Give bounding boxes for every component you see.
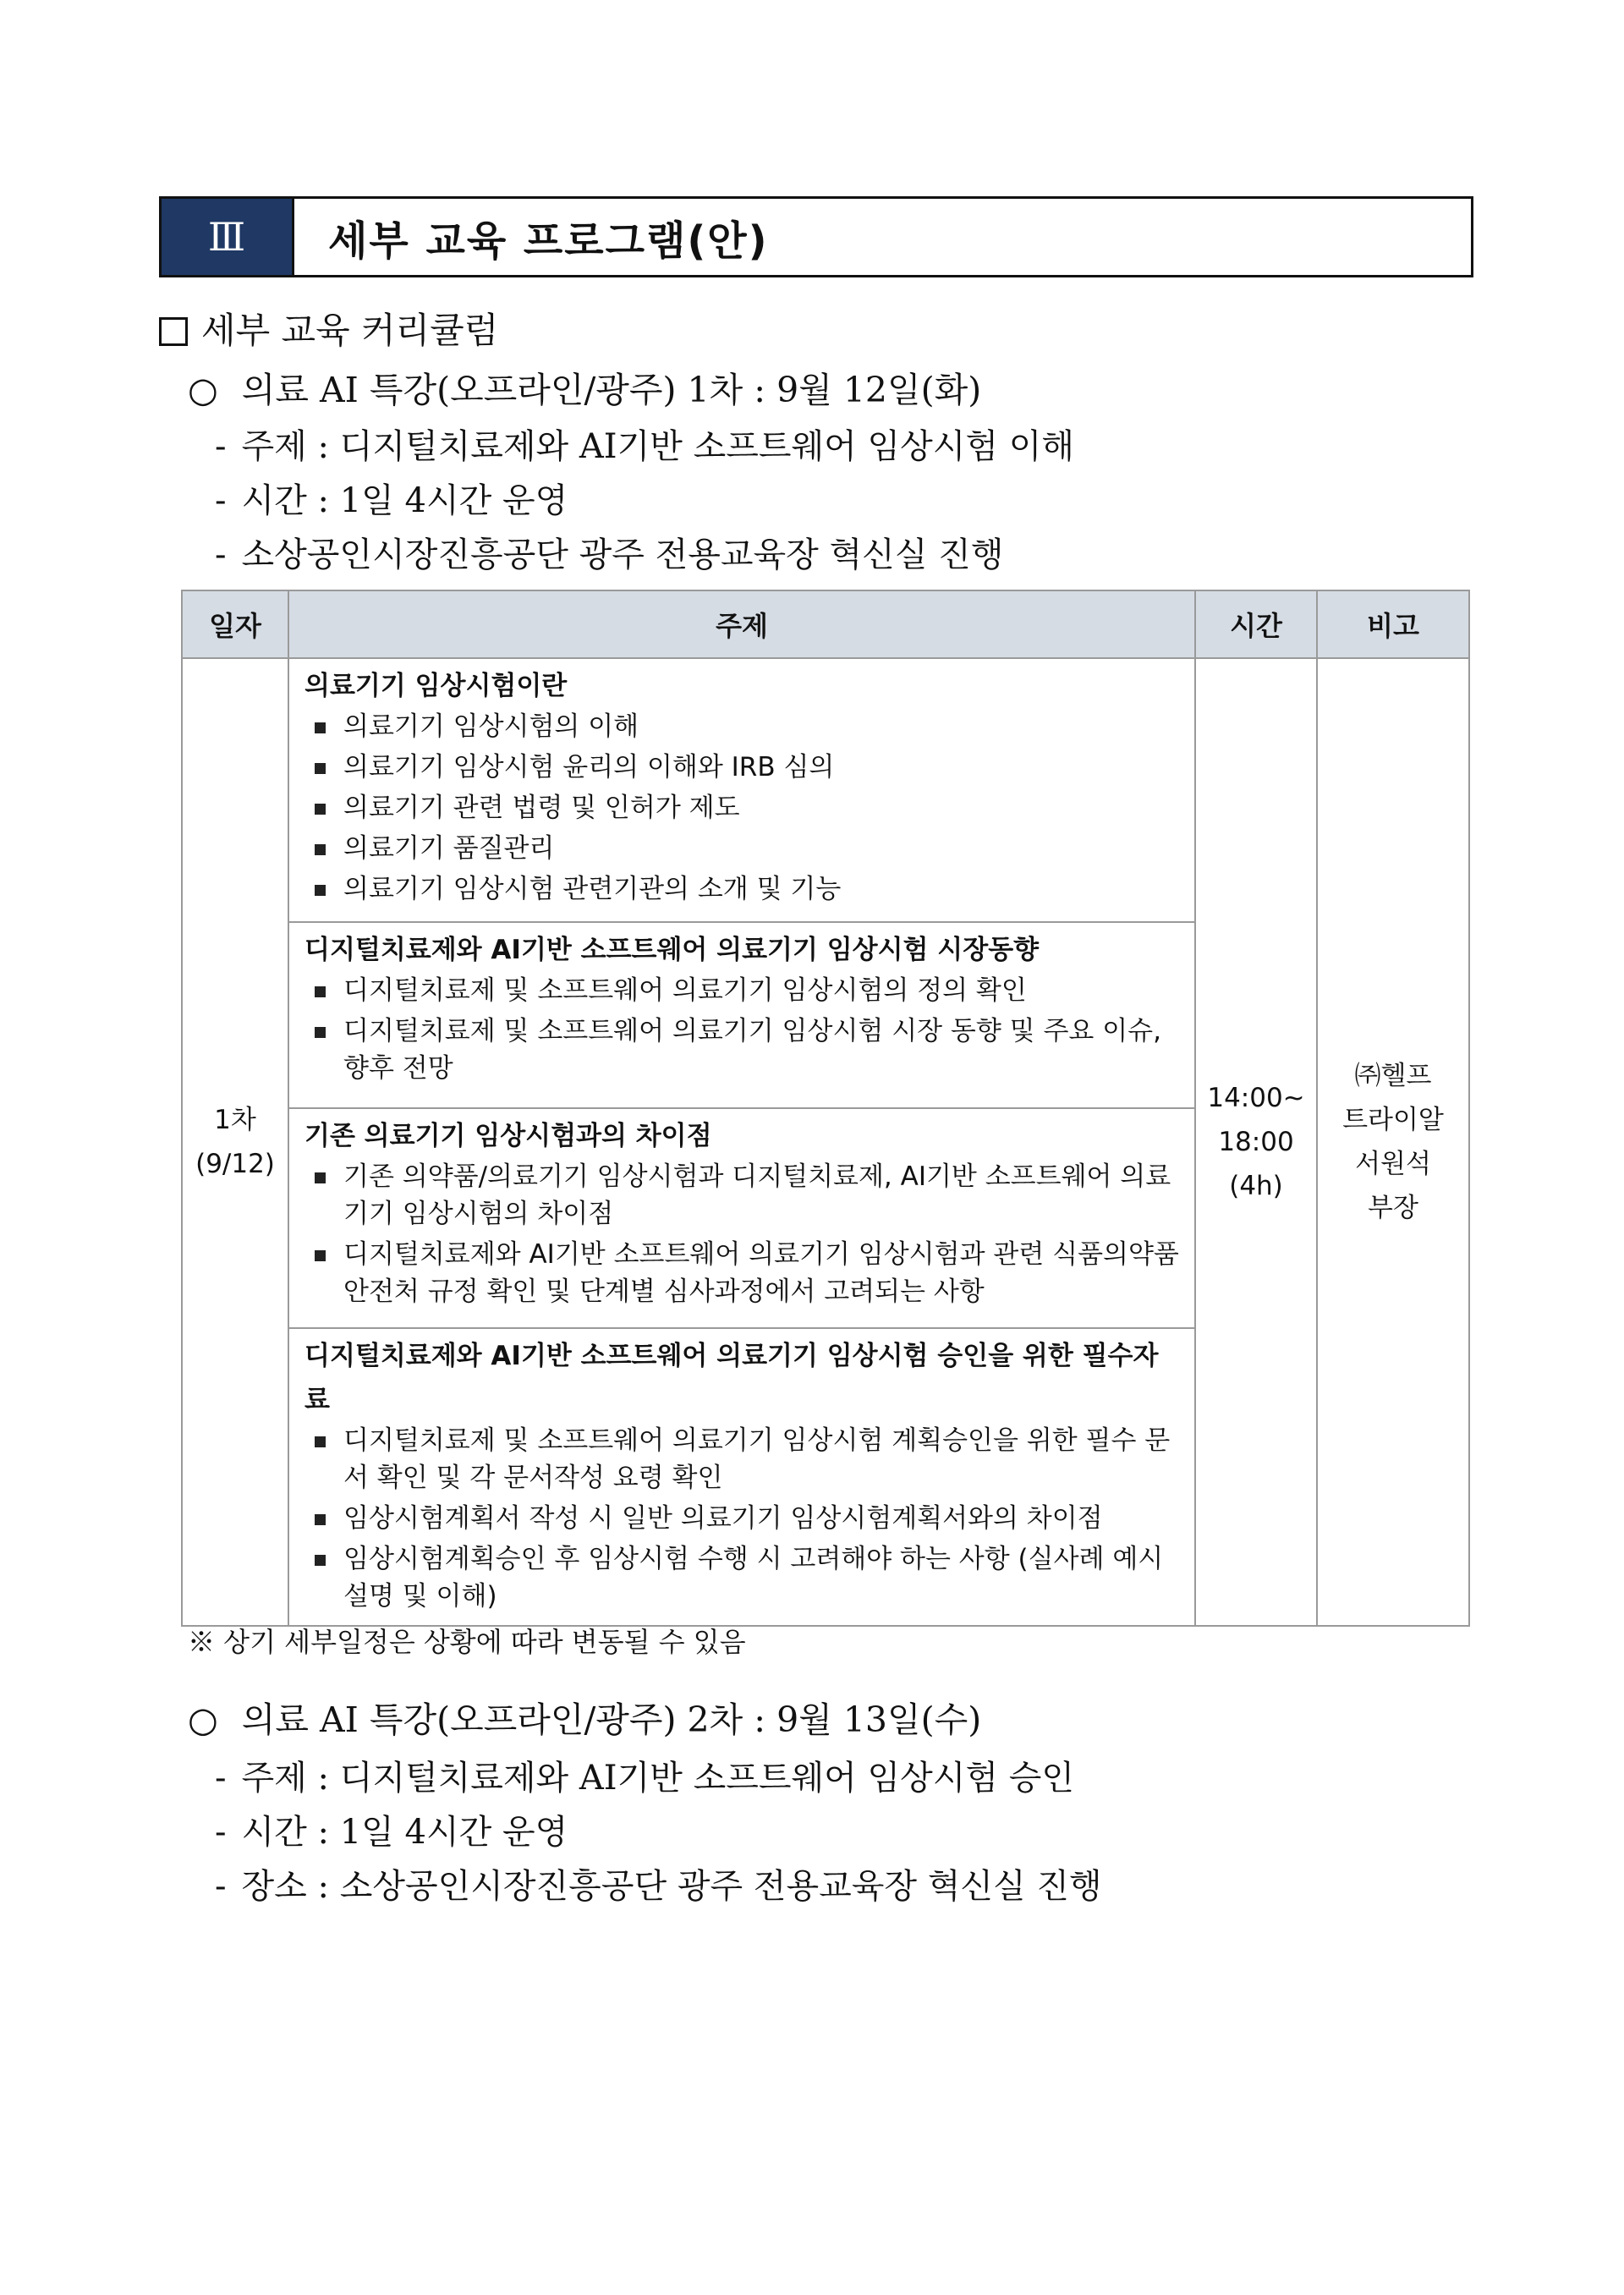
topic-title: 디지털치료제와 AI기반 소프트웨어 의료기기 임상시험 승인을 위한 필수자료 — [304, 1341, 1159, 1415]
list-item: 디지털치료제와 AI기반 소프트웨어 의료기기 임상시험과 관련 식품의약품안전처 규정 확인 및 단계별 심사과정에서 고려되는 사항 — [304, 1236, 1181, 1310]
topic-title: 의료기기 임상시험이란 — [304, 671, 568, 701]
list-item: 임상시험계획승인 후 임상시험 수행 시 고려해야 하는 사항 (실사례 예시 설명 및 이해) — [304, 1540, 1181, 1615]
square-bullet-icon — [315, 1436, 326, 1447]
header-note: 비고 — [1317, 590, 1469, 658]
section-header — [159, 196, 1473, 277]
list-item: 디지털치료제 및 소프트웨어 의료기기 임상시험의 정의 확인 — [304, 972, 1181, 1009]
square-bullet-icon — [315, 844, 326, 855]
topic-list — [304, 708, 1181, 908]
topic-cell-2 — [288, 922, 1195, 1108]
session2-time-line: - 시간 : 1일 4시간 운영 — [215, 1813, 568, 1852]
topic-list — [304, 1422, 1181, 1615]
square-bullet-icon — [315, 1172, 326, 1183]
list-item: 기존 의약품/의료기기 임상시험과 디지털치료제, AI기반 소프트웨어 의료기기 임상시험의 차이점 — [304, 1158, 1181, 1233]
list-item: 의료기기 품질관리 — [304, 830, 1181, 867]
square-bullet-icon — [315, 804, 326, 815]
list-item: 디지털치료제 및 소프트웨어 의료기기 임상시험 시장 동향 및 주요 이슈, 향후 전망 — [304, 1013, 1181, 1087]
table-row — [182, 658, 1469, 922]
list-item: 의료기기 관련 법령 및 인허가 제도 — [304, 789, 1181, 826]
list-item: 디지털치료제 및 소프트웨어 의료기기 임상시험 계획승인을 위한 필수 문서 확인 및 각 문서작성 요령 확인 — [304, 1422, 1181, 1496]
square-bullet-icon — [315, 1555, 326, 1566]
square-bullet-icon — [315, 986, 326, 997]
topic-cell-1 — [288, 658, 1195, 922]
square-bullet-icon — [315, 1250, 326, 1261]
topic-cell-4 — [288, 1328, 1195, 1626]
schedule-table — [181, 590, 1470, 1627]
circle-bullet-icon: ○ — [188, 370, 218, 410]
table-footnote: ※ 상기 세부일정은 상황에 따라 변동될 수 있음 — [188, 1626, 746, 1658]
topic-title: 디지털치료제와 AI기반 소프트웨어 의료기기 임상시험 시장동향 — [304, 935, 1040, 965]
session2-topic-line: - 주제 : 디지털치료제와 AI기반 소프트웨어 임상시험 승인 — [215, 1759, 1075, 1798]
topic-title: 기존 의료기기 임상시험과의 차이점 — [304, 1121, 712, 1151]
list-item: 의료기기 임상시험 윤리의 이해와 IRB 심의 — [304, 749, 1181, 786]
session1-topic-line: - 주제 : 디지털치료제와 AI기반 소프트웨어 임상시험 이해 — [215, 427, 1075, 466]
header-time: 시간 — [1195, 590, 1317, 658]
section-title: 세부 교육 프로그램(안) — [328, 217, 769, 265]
square-bullet-icon — [315, 885, 326, 896]
cell-date: 1차 (9/12) — [182, 658, 288, 1626]
session1-time-line: - 시간 : 1일 4시간 운영 — [215, 481, 568, 520]
square-bullet-icon — [315, 722, 326, 733]
cell-time: 14:00~ 18:00 (4h) — [1195, 658, 1317, 1626]
topic-cell-3 — [288, 1108, 1195, 1328]
square-bullet-icon — [315, 763, 326, 774]
square-bullet-icon — [315, 1514, 326, 1525]
session2-place-line: - 장소 : 소상공인시장진흥공단 광주 전용교육장 혁신실 진행 — [215, 1867, 1102, 1906]
square-bullet-icon — [315, 1027, 326, 1038]
curriculum-heading: 세부 교육 커리큘럼 — [159, 303, 498, 354]
checkbox-square-icon — [159, 317, 188, 346]
topic-list — [304, 1158, 1181, 1310]
session1-heading: ○ 의료 AI 특강(오프라인/광주) 1차 : 9월 12일(화) — [188, 370, 982, 410]
header-date: 일자 — [182, 590, 288, 658]
cell-note: ㈜헬프 트라이알 서원석 부장 — [1317, 658, 1469, 1626]
section-number: Ⅲ — [162, 199, 294, 275]
list-item: 의료기기 임상시험 관련기관의 소개 및 기능 — [304, 870, 1181, 908]
topic-list — [304, 972, 1181, 1087]
list-item: 임상시험계획서 작성 시 일반 의료기기 임상시험계획서와의 차이점 — [304, 1500, 1181, 1537]
list-item: 의료기기 임상시험의 이해 — [304, 708, 1181, 745]
header-topic: 주제 — [288, 590, 1195, 658]
session1-place-line: - 소상공인시장진흥공단 광주 전용교육장 혁신실 진행 — [215, 535, 1004, 574]
circle-bullet-icon: ○ — [188, 1699, 218, 1740]
session2-heading: ○ 의료 AI 특강(오프라인/광주) 2차 : 9월 13일(수) — [188, 1699, 982, 1740]
table-header-row — [182, 590, 1469, 658]
